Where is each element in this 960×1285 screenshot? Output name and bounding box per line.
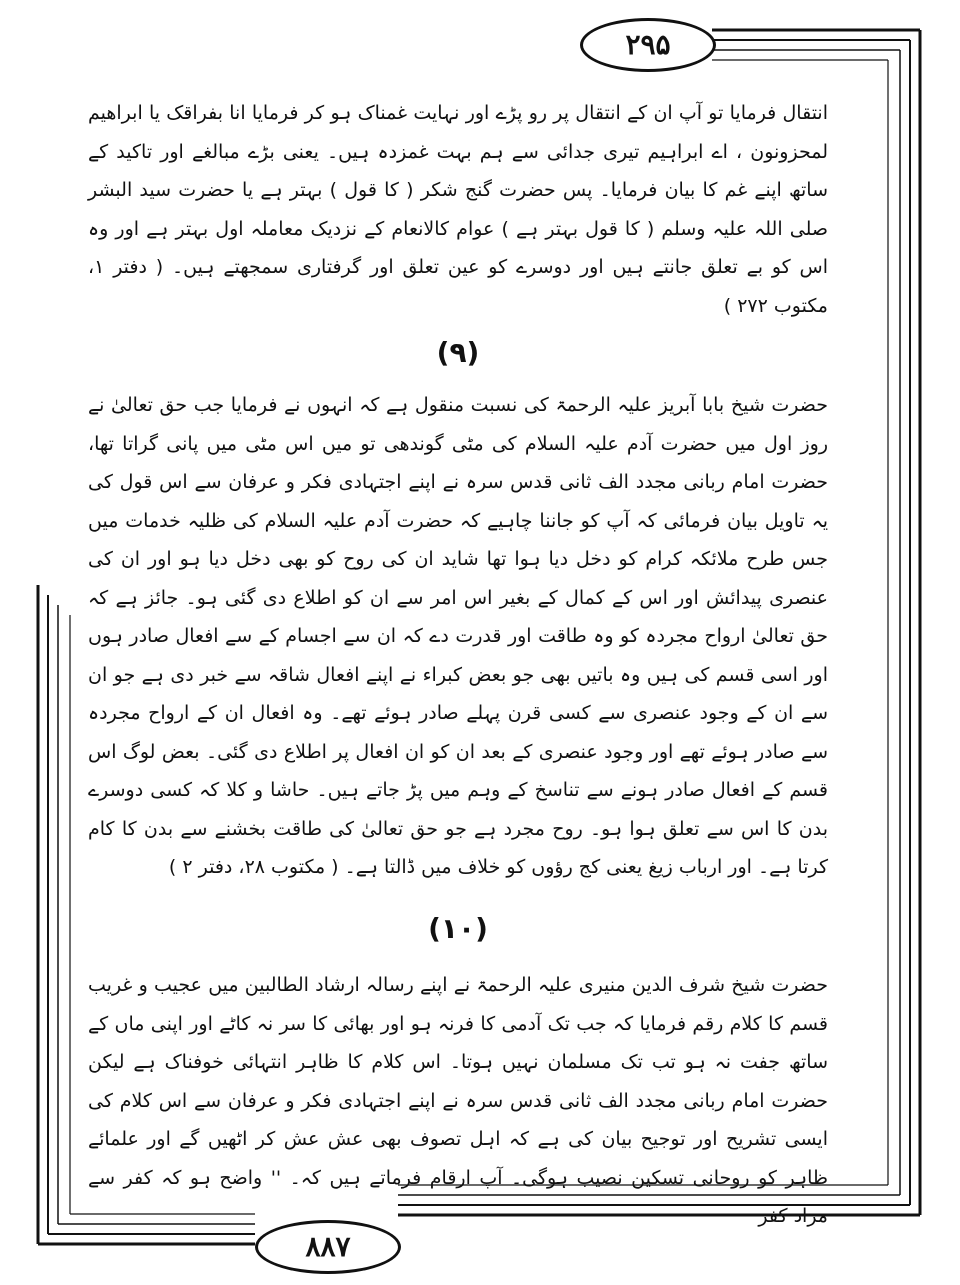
section-9-heading: (۹): [436, 336, 480, 369]
intro-paragraph: انتقال فرمایا تو آپ ان کے انتقال پر رو پڑے اور نہایت غمناک ہو کر فرمایا انا بفراقک یا ابراھیم لمحزونون ، اے ابراہیم تیری جدائی سے ہم بہت غمزدہ ہیں۔ یعنی بڑے مبالغے اور تاکید کے ساتھ اپنے غم کا بیان فرمایا۔ پس حضرت گنج شکر ( کا قول ) بہتر ہے یا حضرت سید البشر صلی اللہ علیہ وسلم ( کا قول بہتر ہے ) عوام کالانعام کے نزدیک معاملہ اول بہتر ہے اور وہ اس کو بے تعلق جانتے ہیں اور دوسرے کو عین تعلق اور گرفتاری سمجھتے ہیں۔ ( دفتر ۱، مکتوب ۲۷۲ ): [88, 102, 828, 317]
top-page-number: ۲۹۵: [580, 18, 716, 72]
section-10-paragraph: حضرت شیخ شرف الدین منیری علیہ الرحمۃ نے اپنے رسالہ ارشاد الطالبین میں عجیب و غریب قسم کا کلام رقم فرمایا کہ جب تک آدمی کا فرنہ ہو اور بھائی کا سر نہ کاٹے اور اپنی ماں کے ساتھ جفت نہ ہو تب تک مسلمان نہیں ہوتا۔ اس کلام کا ظاہر انتہائی خوفناک ہے لیکن حضرت امام ربانی مجدد الف ثانی قدس سرہ نے اپنے اجتہادی فکر و عرفان سے اس کلام کی ایسی تشریح اور توجیح بیان کی ہے کہ اہل تصوف بھی عش عش کر اٹھیں گے اور علمائے ظاہر کو روحانی تسکین نصیب ہوگی۔ آپ ارقام فرماتے ہیں کہ۔ '' واضح ہو کہ کفر سے مراد کفر: [88, 974, 828, 1227]
intro-paragraph-block: [88, 94, 828, 325]
bottom-page-number: ۸۸۷: [255, 1220, 401, 1274]
section-9-block: [88, 386, 828, 887]
section-9-paragraph: حضرت شیخ بابا آبریز علیہ الرحمۃ کی نسبت منقول ہے کہ انہوں نے فرمایا جب حق تعالیٰ نے روز اول میں حضرت آدم علیہ السلام کی مٹی گوندھی تو میں اس مٹی میں پانی گراتا تھا، حضرت امام ربانی مجدد الف ثانی قدس سرہ نے اپنے اجتہادی فکر و عرفان سے اس قول کی یہ تاویل بیان فرمائی کہ آپ کو جاننا چاہیے کہ حضرت آدم علیہ السلام کی ظلیہ خدمات میں جس طرح ملائکہ کرام کو دخل دیا ہوا تھا شاید ان کی روح کو بھی دخل دیا ہو اور ان کی عنصری پیدائش اور اس کے کمال کے بغیر اس امر سے ان کو اطلاع دی گئی ہو۔ جائز ہے کہ حق تعالیٰ ارواح مجردہ کو وہ طاقت اور قدرت دے کہ ان سے اجسام کے سے افعال صادر ہوں اور اسی قسم کی ہیں وہ باتیں بھی جو بعض کبراء نے اپنے افعال شاقہ سے خبر دی ہے جو ان سے ان کے وجود عنصری سے کسی قرن پہلے صادر ہوئے تھے۔ وہ افعال ان کے ارواح مجردہ سے صادر ہوئے تھے اور وجود عنصری کے بعد ان کو ان افعال پر اطلاع دی گئی۔ بعض لوگ اس قسم کے افعال صادر ہونے سے تناسخ کے وہم میں پڑ جاتے ہیں۔ حاشا و کلا کہ کسی دوسرے بدن کا اس سے تعلق ہوا ہو۔ روح مجرد ہے جو حق تعالیٰ کی طاقت بخشنے سے بدن کا کام کرتا ہے۔ اور ارباب زیغ یعنی کج رؤوں کو خلاف میں ڈالتا ہے۔ ( مکتوب ۲۸، دفتر ۲ ): [88, 394, 828, 878]
section-10-heading: (۱۰): [428, 912, 488, 945]
section-10-block: [88, 966, 828, 1236]
